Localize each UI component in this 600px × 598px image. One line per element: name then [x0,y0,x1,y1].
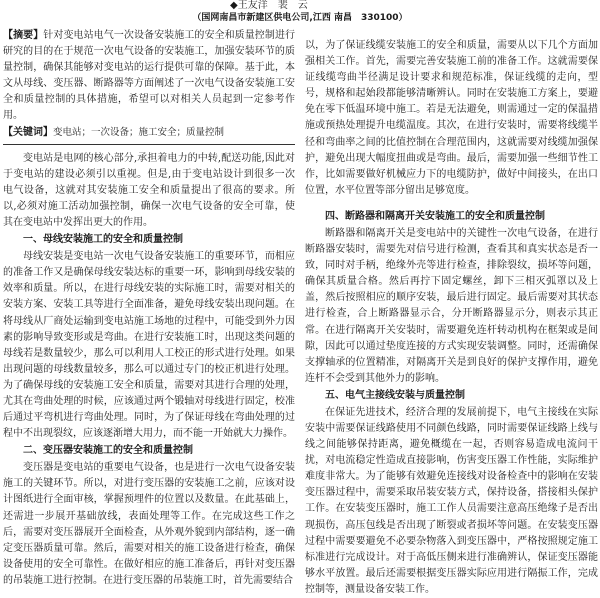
intro-paragraph: 变电站是电网的核心部分,承担着电力的中转,配送功能,因此对于变电站的建设必须引以重视。但是,由于变电站设计到很多一次电气设备，这就对其安装施工安全和质量提出了很高的要求。所以,必须对施工活动加强控制，确保一次电气设备的安全可靠，使其在变电站中发挥出更大的作用。 [3,152,295,229]
abstract-block [3,28,295,145]
keywords-paragraph [3,125,295,141]
abstract-paragraph [3,28,295,125]
section-5-heading: 五、电气主接线安装与质量控制 [325,389,465,401]
section-4-paragraph: 断路器和隔离开关是变电站中的关键性一次电气设备，在进行断路器安装时，需要先对信号进行检测，查看其和真实状态是否一致，同时对手柄，绝缘外壳等进行检查，排除裂纹，损坏等问题，确保其质量合格。然后再拧下固定螺丝，卸下三相灭弧罩以及上盖，然后按照相应的顺序安装，最后进行固定。最后需要对其状态进行检查，合上断路器显示合，分开断路器显示分，则表示其正常。在进行隔离开关安装时，需要避免连杆转动机构在框架或是间隙，因此可以通过垫度连接的方式实现安装调整。同时，还需确保支撑轴承的位置精准，对隔离开关是到良好的保护支撑作用，避免连杆不会受到其他外力的影响。 [305,227,598,384]
author-line [230,0,430,11]
abstract-text: 针对变电站电气一次设备安装施工的安全和质量控制进行研究的目的在于规范一次电气设备的安装施工，加强安装环节的质量控制，确保其能够对变电站的运行提供可靠的保障。基于此，本文从母线、变压器、断路器等方面阐述了一次电气设备安装施工安全和质量控制的具体措施，希望可以对相关人员起到一定参考作用。 [3,30,296,122]
keywords-text: 变电站；一次设备；施工安全；质量控制 [53,126,225,138]
section-2-heading: 二、变压器安装施工的安全和质量控制 [23,445,193,457]
section-5-paragraph: 在保证先进技术，经济合理的发展前提下，电气主接线在实际安装中需要保证线路使用不同颜色线路，同时需要保证线路上线与线之间能够保持距离，避免概缆在一起，否则容易造成电流问干扰，对电流稳定性造成直接影响，伤害变压器工作性能，实际维护难度非常大。为了能够有效避免连接线对设备检查中的影响在安装变压器过程中，需要采取吊装安装方式，保持设备，搭接相头保护工作。在安装变压器时，施工工作人员需要注意高压绝缘子是否出现损伤，高压包线是否出现了断裂或者损坏等问题。在安装变压器过程中需要要避免不必要杂物落入到变压器中，严格按照规定施工标准进行完成设计。对于高低压侧来进行准确辨认，保证变压器能够水平放置。最后还需要根据变压器实际应用进行隔振工作，完成控制等，测量设备安装工作。 [305,406,598,595]
right-column [305,28,598,595]
section-1-heading: 一、母线安装施工的安全和质量控制 [23,234,183,246]
keywords-label: 【关键词】 [3,126,53,138]
section-4-heading: 四、断路器和隔离开关安装施工的安全和质量控制 [325,210,545,222]
section-3-continued-paragraph: 以，为了保证线缆安装施工的安全和质量，需要从以下几个方面加强相关工作。首先，需要完善安装施工前的准备工作。这就需要保证线缆弯曲半径满足设计要求和规范标准，保证线缆的走向，型号，规格和起始段都能够清晰辨认。同时在安装施工方案上，要避免在零下低温环境中施工。若是无法避免，则需通过一定的保温措施或预热处理提升电缆温度。其次，在进行安装时，需要将线缆半径和弯曲率之间的比值控制在合理范围内，这就需要对线缆加强保护，避免出现大幅度扭曲或是弯曲。最后，需要加强一些细节性工作，比如需要做好机械应力下的电缆防护，做好中间接头，在出口位置，水平位置等部分留出足够宽度。 [305,40,598,196]
author-affiliation: （国网南昌市新建区供电公司,江西 南昌 330100） [192,13,408,23]
section-2-paragraph: 变压器是变电站的重要电气设备，也是进行一次电气设备安装施工的关键环节。所以，对进行变压器的安装施工之前，应该对设计图纸进行全面审核，掌握预埋件的位置以及数量。在此基础上，还需进一步展开基础放线，表面处理等工作。在完成这些工作之后，需要对变压器展开全面检查，从外观外貌到内部结构，逐一确定变压器质量可靠。然后，需要对相关的施工设备进行检查，确保设备使用的安全可靠性。在做好相应的施工准备后，再针对变压器的吊装施工进行控制。在进行变压器的吊装施工时，首先需要结合 [3,462,295,586]
abstract-label: 【摘要】 [3,30,44,41]
section-1-paragraph: 母线安装是变电站一次电气设备安装施工的重要环节，而相应的准备工作又是确保母线安装达标的重要一环，影响到母线安装的效率和质量。所以，在进行母线安装的实际施工时，需要对相关的安装方案、安装工具等进行全面准备，避免母线安装出现问题。在将母线从厂商处运输到变电站施工场地的过程中，可能受到外力因素的影响导致变形或是弯曲。在进行安装施工时，出现这类问题的母线若是数量较少，那么可以利用人工校正的形式进行处理。如果出现问题的母线数量较多，那么可以通过专门的校正机进行处理。为了确保母线的安装施工安全和质量，需要对其进行合理的处理，尤其在弯曲处理的时候，应该通过两个锻轴对母线进行固定，校准后通过平弯机进行弯曲处理。同时，为了保证母线在弯曲处理的过程中不出现裂纹，应该逐渐增大用力，而不能一开始就大力操作。 [3,251,295,440]
left-column [3,28,296,586]
authors: ◆王友洋 裴 云 [230,0,308,11]
